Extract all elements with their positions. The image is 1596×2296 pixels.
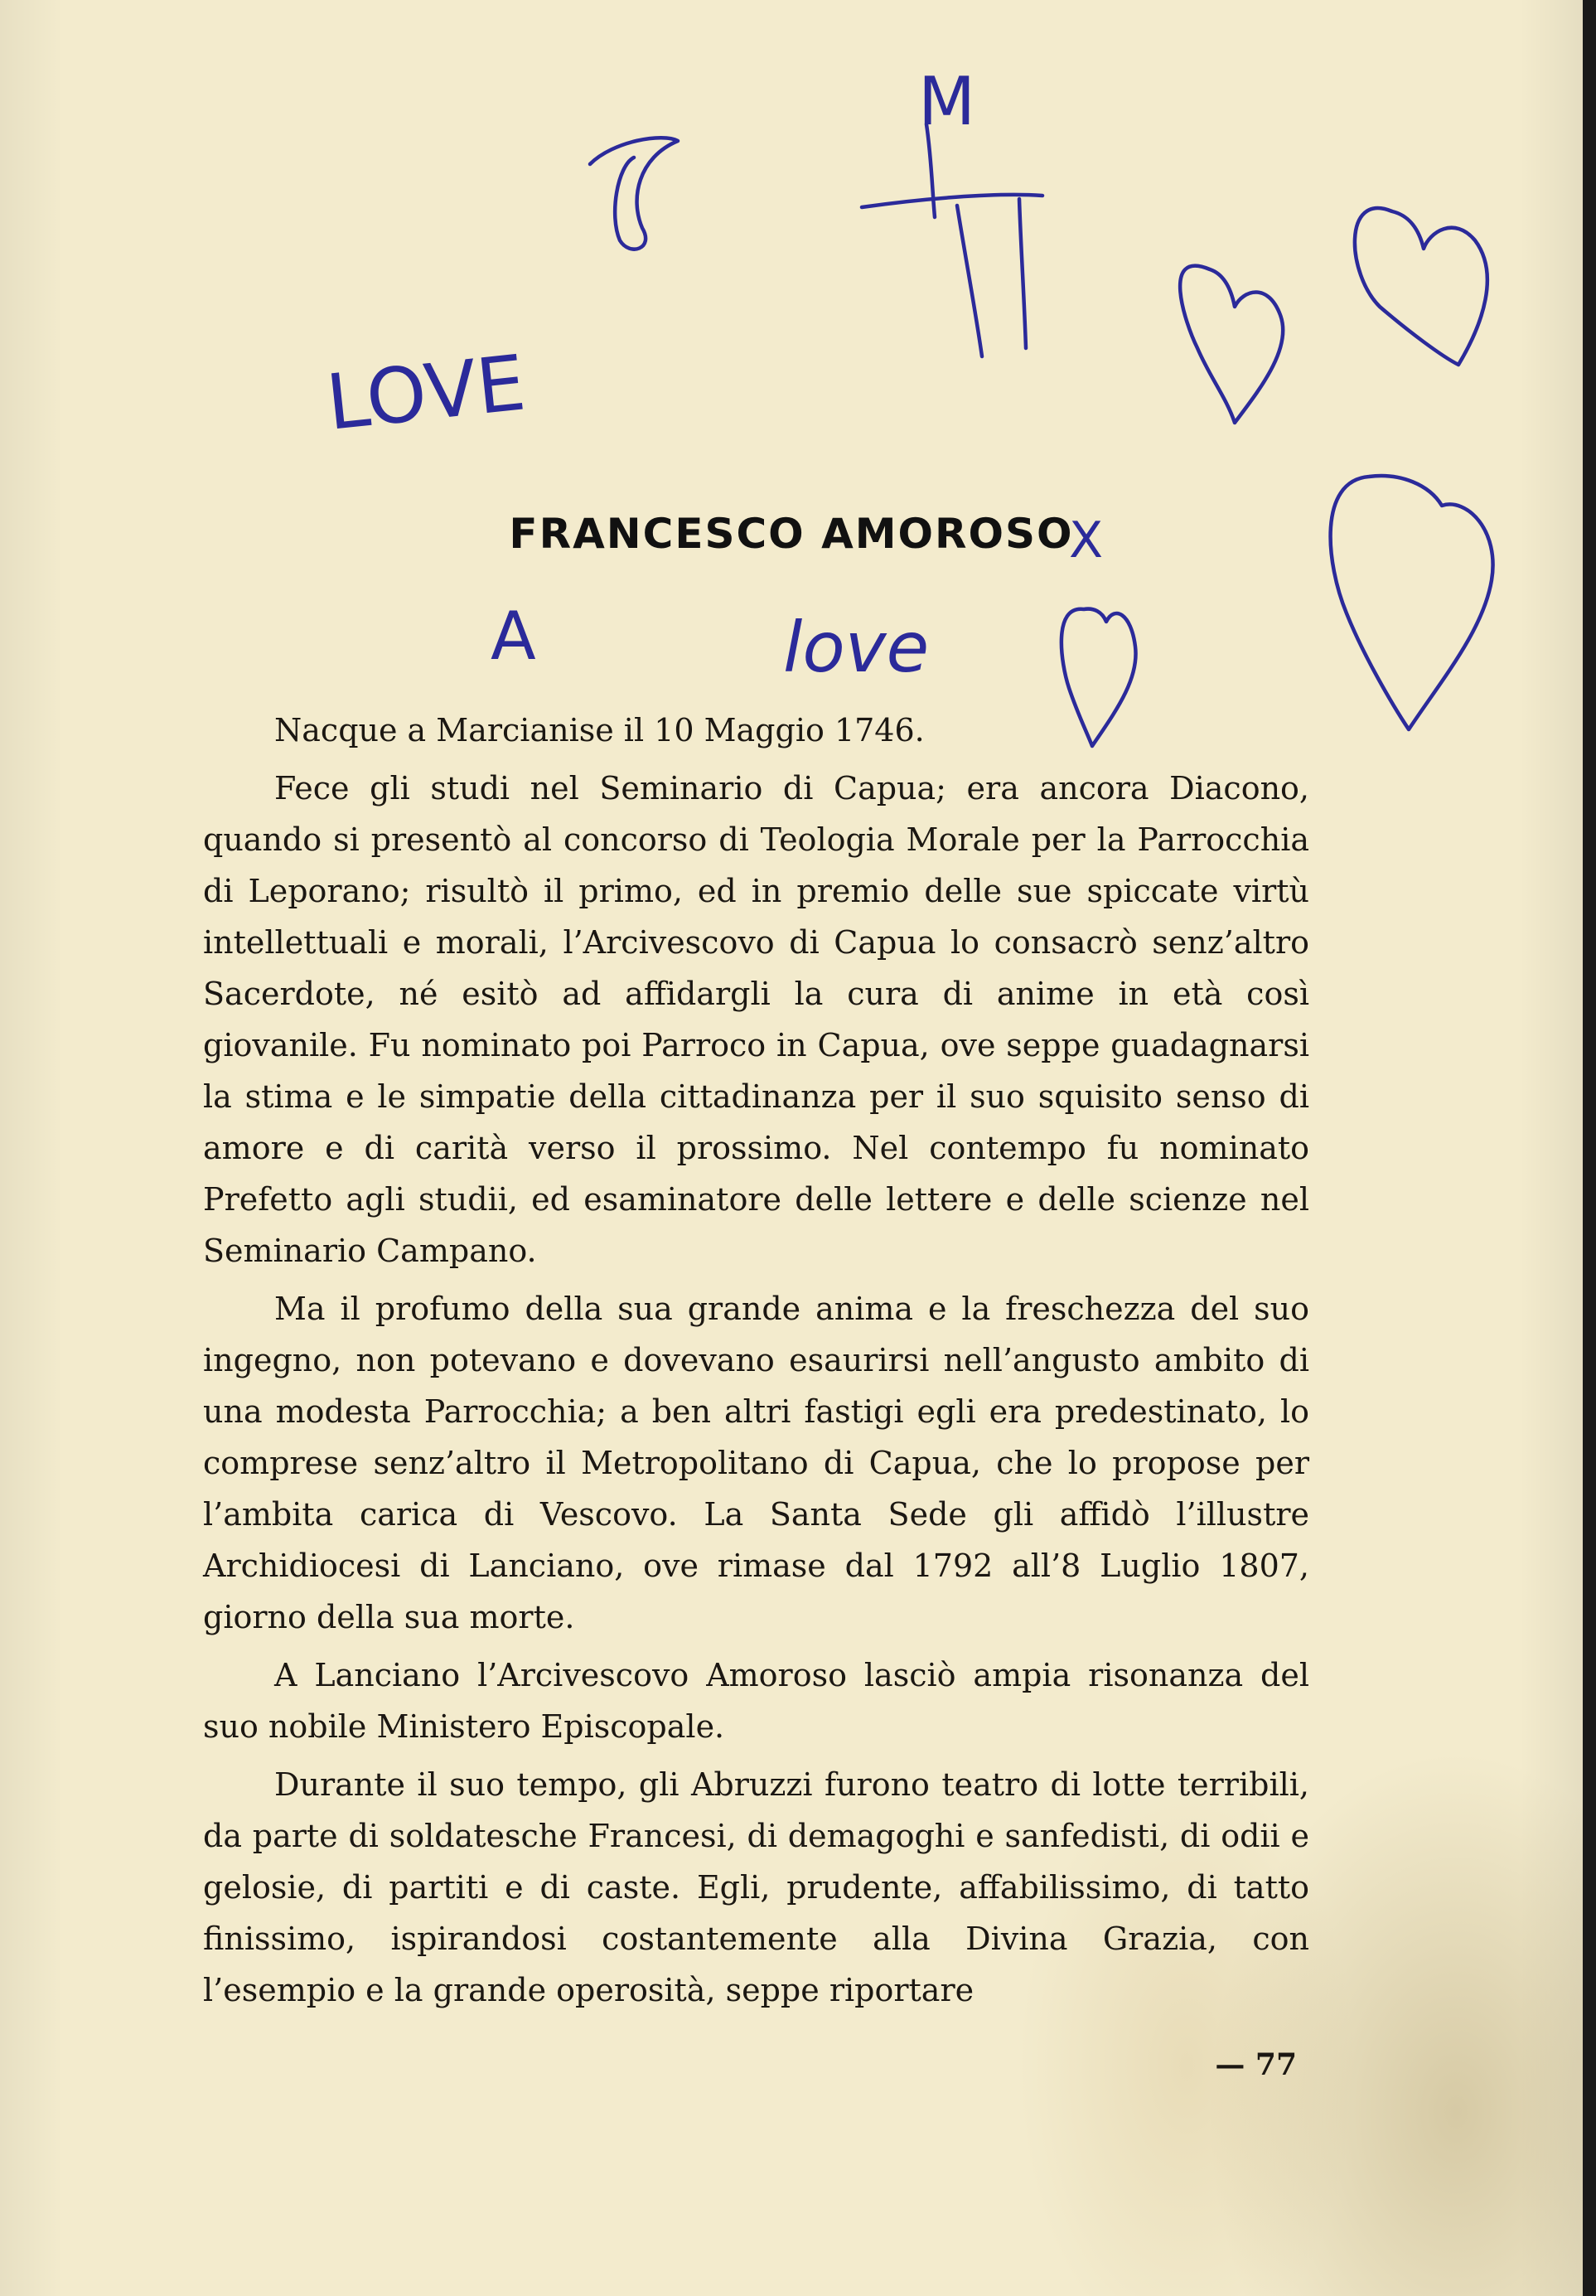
heart-icon xyxy=(1180,266,1283,423)
t-shapes xyxy=(862,124,1042,356)
handwritten-a: A xyxy=(491,598,536,675)
handwritten-m: M xyxy=(918,63,976,140)
paragraph-5: Durante il suo tempo, gli Abruzzi furono teatro di lotte terribili, da parte di soldatesche Francesi, di demagoghi e sanfedisti, di odii e gelosie, di partiti e di caste. Egli, prudente, affabilissimo, di tatto finissimo, ispirandosi costantemente alla Divina Grazia, con l’esempio e la grande operosità, seppe riportare xyxy=(203,1766,1309,2008)
loop-doodle xyxy=(590,138,678,249)
handwritten-love-2: love xyxy=(783,607,930,688)
paragraph-3: Ma il profumo della sua grande anima e la freschezza del suo ingegno, non potevano e dovevano esaurirsi nell’angusto ambito di una modesta Parrocchia; a ben altri fastigi egli era predestinato, lo comprese senz’altro il Metropolitano di Capua, che lo propose per l’ambita carica di Vescovo. La Santa Sede gli affidò l’illustre Archidiocesi di Lanciano, ove rimase dal 1792 all’8 Luglio 1807, giorno della sua morte. xyxy=(203,1291,1309,1635)
handwritten-x: X xyxy=(1069,511,1104,569)
page-number: — 77 xyxy=(1215,2047,1297,2082)
body-text xyxy=(203,705,1309,2022)
handwritten-love: LOVE xyxy=(322,338,530,448)
paragraph-4: A Lanciano l’Arcivescovo Amoroso lasciò ampia risonanza del suo nobile Ministero Episcopale. xyxy=(203,1657,1309,1745)
paragraph-2: Fece gli studi nel Seminario di Capua; era ancora Diacono, quando si presentò al concorso di Teologia Morale per la Parrocchia di Leporano; risultò il primo, ed in premio delle sue spiccate virtù intellettuali e morali, l’Arcivescovo di Capua lo consacrò senz’altro Sacerdote, né esitò ad affidargli la cura di anime in età così giovanile. Fu nominato poi Parroco in Capua, ove seppe guadagnarsi la stima e le simpatie della cittadinanza per il suo squisito senso di amore e di carità verso il prossimo. Nel contempo fu nominato Prefetto agli studii, ed esaminatore delle lettere e delle scienze nel Seminario Campano. xyxy=(203,770,1309,1269)
heart-icon xyxy=(1355,208,1487,365)
page-title: FRANCESCO AMOROSO xyxy=(509,510,1074,558)
paragraph-1: Nacque a Marcianise il 10 Maggio 1746. xyxy=(274,712,925,748)
